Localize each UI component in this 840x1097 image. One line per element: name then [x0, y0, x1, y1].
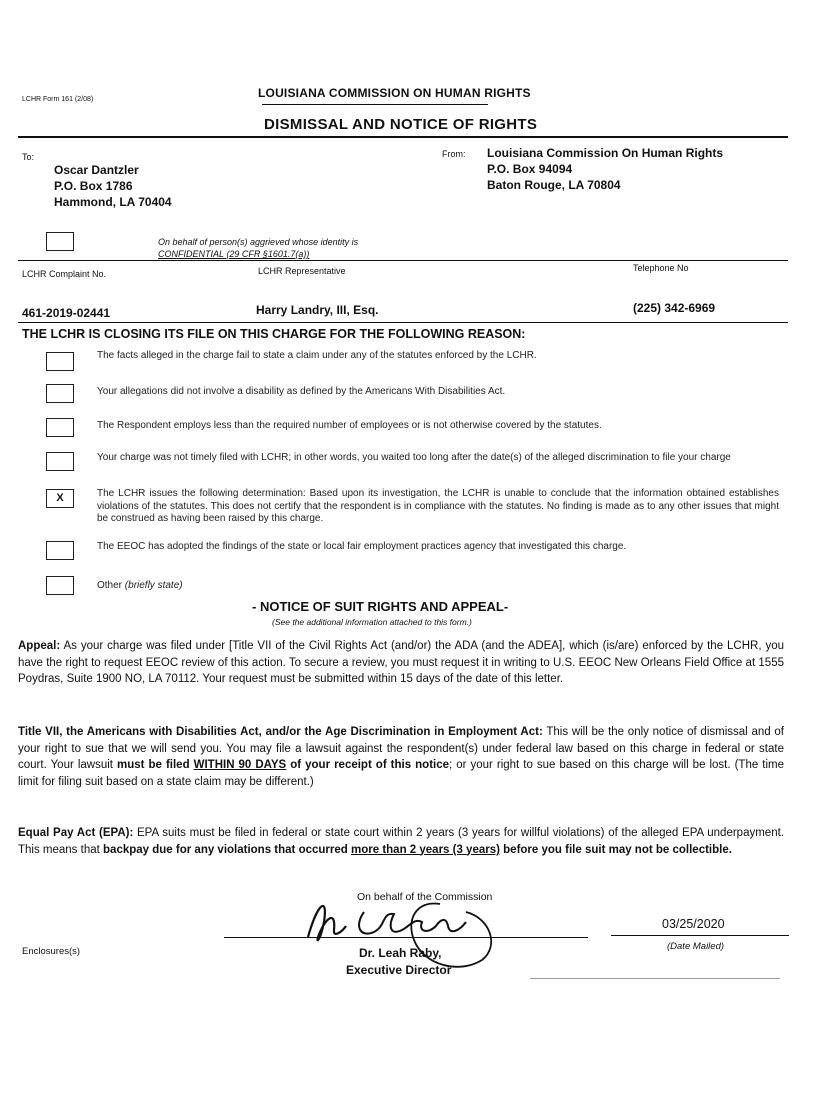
to-label: To:	[22, 152, 35, 162]
document-title: DISMISSAL AND NOTICE OF RIGHTS	[264, 116, 538, 133]
reason-checkbox-4[interactable]	[46, 452, 74, 471]
reason-text-3: The Respondent employs less than the required number of employees or is not otherwise covered by the statutes.	[97, 420, 602, 431]
title-vii-paragraph	[18, 724, 784, 790]
sender-name: Louisiana Commission On Human Rights	[487, 146, 724, 160]
confidential-rule	[18, 260, 788, 261]
date-line	[611, 935, 789, 936]
epa-bold2: before you file suit may not be collectible.	[503, 843, 732, 856]
on-behalf-label: On behalf of the Commission	[357, 891, 493, 903]
complaint-no-label: LCHR Complaint No.	[22, 269, 107, 279]
reason-text-7	[97, 580, 497, 593]
epa-text1: EPA suits must be filed in federal or state court within 2 years (3 years for willful violations) of the alleged EPA underpayment. This means that	[18, 827, 784, 856]
reason-text-6: The EEOC has adopted the findings of the state or local fair employment practices agency that investigated this charge.	[97, 541, 627, 552]
complaint-number: 461-2019-02441	[22, 306, 111, 320]
sender-line2: Baton Rouge, LA 70804	[487, 178, 621, 192]
epa-paragraph	[18, 825, 784, 858]
title-vii-text1: This will be the only notice of dismissal and of your right to sue that we will send you. You may file a lawsuit against the respondent(s) under federal law based on this charge in federal or state court. Your lawsuit	[18, 726, 784, 771]
recipient-line2: Hammond, LA 70404	[54, 195, 172, 209]
title-vii-deadline: WITHIN 90 DAYS	[193, 759, 287, 771]
other-hint: (briefly state)	[124, 580, 183, 591]
appeal-label: Appeal:	[18, 640, 61, 652]
notice-heading: - NOTICE OF SUIT RIGHTS AND APPEAL-	[252, 599, 509, 614]
reason-checkbox-6[interactable]	[46, 541, 74, 560]
confidential-note	[158, 236, 358, 260]
reason-checkbox-7[interactable]	[46, 576, 74, 595]
appeal-text: As your charge was filed under [Title VII of the Civil Rights Act (and/or) the ADA (and the ADEA], which (is/are) enforced by the LCHR, you have the right to request EEOC review of this action. To secure a review, you must request it in writing to U.S. EEOC New Orleans Field Office at 1555 Poydras, Suite 1900 NO, LA 70112. Your request must be submitted within 15 days of the date of this letter.	[18, 640, 785, 685]
sender-address	[487, 145, 723, 193]
title-vii-bold1: must be filed	[117, 759, 190, 771]
title-vii-bold2: of your receipt of this notice	[290, 759, 450, 771]
title-vii-text2: ; or your right to sue based on this charge will be lost. (The time limit for filing suit based on a state claim may be different.)	[18, 759, 784, 788]
appeal-paragraph	[18, 638, 784, 688]
reason-text-4: Your charge was not timely filed with LCHR; in other words, you waited too long after the date(s) of the alleged discrimination to file your charge	[97, 452, 731, 463]
confidential-checkbox[interactable]	[46, 232, 74, 251]
telephone-label: Telephone No	[633, 263, 689, 273]
form-number: LCHR Form 161 (2/08)	[22, 96, 94, 103]
confidential-line1: On behalf of person(s) aggrieved whose identity is	[158, 237, 359, 247]
fields-rule	[18, 322, 788, 323]
epa-bold1: backpay due for any violations that occurred	[103, 843, 348, 856]
signer-title: Executive Director	[346, 963, 452, 977]
recipient-name: Oscar Dantzler	[54, 163, 139, 177]
signer-name: Dr. Leah Raby,	[359, 946, 442, 960]
header-rule	[18, 136, 788, 138]
reason-text-5: The LCHR issues the following determination: Based upon its investigation, the LCHR is unable to conclude that the information obtained establishes violations of the statutes. This does not certify that the respondent is in compliance with the statutes. No finding is made as to any other issues that might be construed as having been raised by this charge.	[97, 488, 779, 524]
representative-label: LCHR Representative	[258, 266, 346, 276]
sender-line1: P.O. Box 94094	[487, 162, 573, 176]
reason-checkbox-2[interactable]	[46, 384, 74, 403]
epa-period: more than 2 years (3 years)	[351, 843, 500, 856]
reason-checkbox-5[interactable]: X	[46, 489, 74, 508]
closing-heading: THE LCHR IS CLOSING ITS FILE ON THIS CHARGE FOR THE FOLLOWING REASON:	[22, 327, 526, 341]
title-vii-label: Title VII, the Americans with Disabilities Act, and/or the Age Discrimination in Employment Act:	[18, 726, 543, 738]
reason-text-1: The facts alleged in the charge fail to state a claim under any of the statutes enforced by the LCHR.	[97, 350, 537, 361]
reason-checkbox-1[interactable]	[46, 352, 74, 371]
notice-subheading: (See the additional information attached to this form.)	[272, 617, 472, 627]
epa-label: Equal Pay Act (EPA):	[18, 827, 134, 839]
confidential-line2: CONFIDENTIAL (29 CFR §1601.7(a))	[158, 249, 310, 259]
bottom-faint-rule	[530, 978, 780, 979]
reason-checkbox-3[interactable]	[46, 418, 74, 437]
enclosures-label: Enclosures(s)	[22, 946, 81, 957]
agency-name: LOUISIANA COMMISSION ON HUMAN RIGHTS	[258, 86, 531, 100]
agency-underline	[262, 104, 488, 105]
signature-line	[224, 937, 588, 938]
other-label: Other	[97, 580, 125, 591]
date-mailed: 03/25/2020	[662, 917, 725, 931]
reason-text-2: Your allegations did not involve a disability as defined by the Americans With Disabilities Act.	[97, 386, 506, 397]
telephone-number: (225) 342-6969	[633, 301, 716, 315]
date-mailed-label: (Date Mailed)	[667, 941, 725, 952]
representative-name: Harry Landry, III, Esq.	[256, 303, 379, 317]
from-label: From:	[442, 149, 466, 159]
recipient-line1: P.O. Box 1786	[54, 179, 133, 193]
recipient-address	[54, 162, 172, 210]
